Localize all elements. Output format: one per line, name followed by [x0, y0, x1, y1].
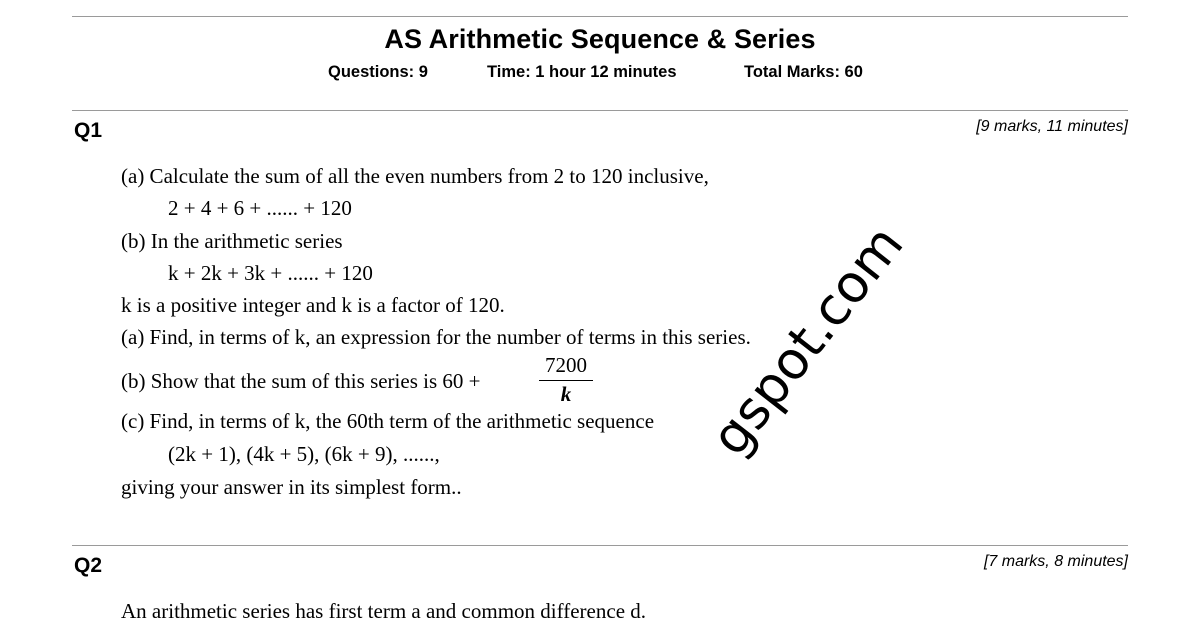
q1-k-condition: k is a positive integer and k is a factor of 120.: [121, 293, 505, 317]
total-marks: Total Marks: 60: [744, 63, 863, 81]
q1-fraction: [539, 353, 593, 407]
q1-rule: [72, 110, 1128, 111]
q1-part-b-expression: k + 2k + 3k + ...... + 120: [168, 261, 373, 285]
top-rule: [72, 16, 1128, 17]
q1-part-a-expression: 2 + 4 + 6 + ...... + 120: [168, 196, 352, 220]
time-allowed: Time: 1 hour 12 minutes: [487, 63, 677, 81]
q2-rule: [72, 545, 1128, 546]
q1-part-b: (b) In the arithmetic series: [121, 229, 343, 253]
q1-marks: [9 marks, 11 minutes]: [976, 118, 1128, 135]
q1-part-a: (a) Calculate the sum of all the even numbers from 2 to 120 inclusive,: [121, 164, 709, 188]
q1-subpart-a: (a) Find, in terms of k, an expression for the number of terms in this series.: [121, 325, 751, 349]
q1-subpart-c-expression: (2k + 1), (4k + 5), (6k + 9), ......,: [168, 442, 440, 466]
questions-count: Questions: 9: [328, 63, 428, 81]
fraction-numerator: 7200: [539, 353, 593, 381]
q1-subpart-c: (c) Find, in terms of k, the 60th term of the arithmetic sequence: [121, 409, 655, 433]
fraction-denominator: k: [560, 382, 572, 406]
q1-subpart-c-tail: giving your answer in its simplest form..: [121, 475, 462, 499]
page-title: AS Arithmetic Sequence & Series: [384, 24, 816, 54]
q2-marks: [7 marks, 8 minutes]: [983, 553, 1128, 570]
q1-subpart-b: (b) Show that the sum of this series is 60 +: [121, 369, 481, 393]
q2-label: Q2: [74, 554, 103, 577]
q2-line-1: An arithmetic series has first term a and common difference d.: [121, 599, 647, 623]
q1-label: Q1: [74, 119, 103, 142]
watermark: gspot.com: [700, 214, 916, 467]
